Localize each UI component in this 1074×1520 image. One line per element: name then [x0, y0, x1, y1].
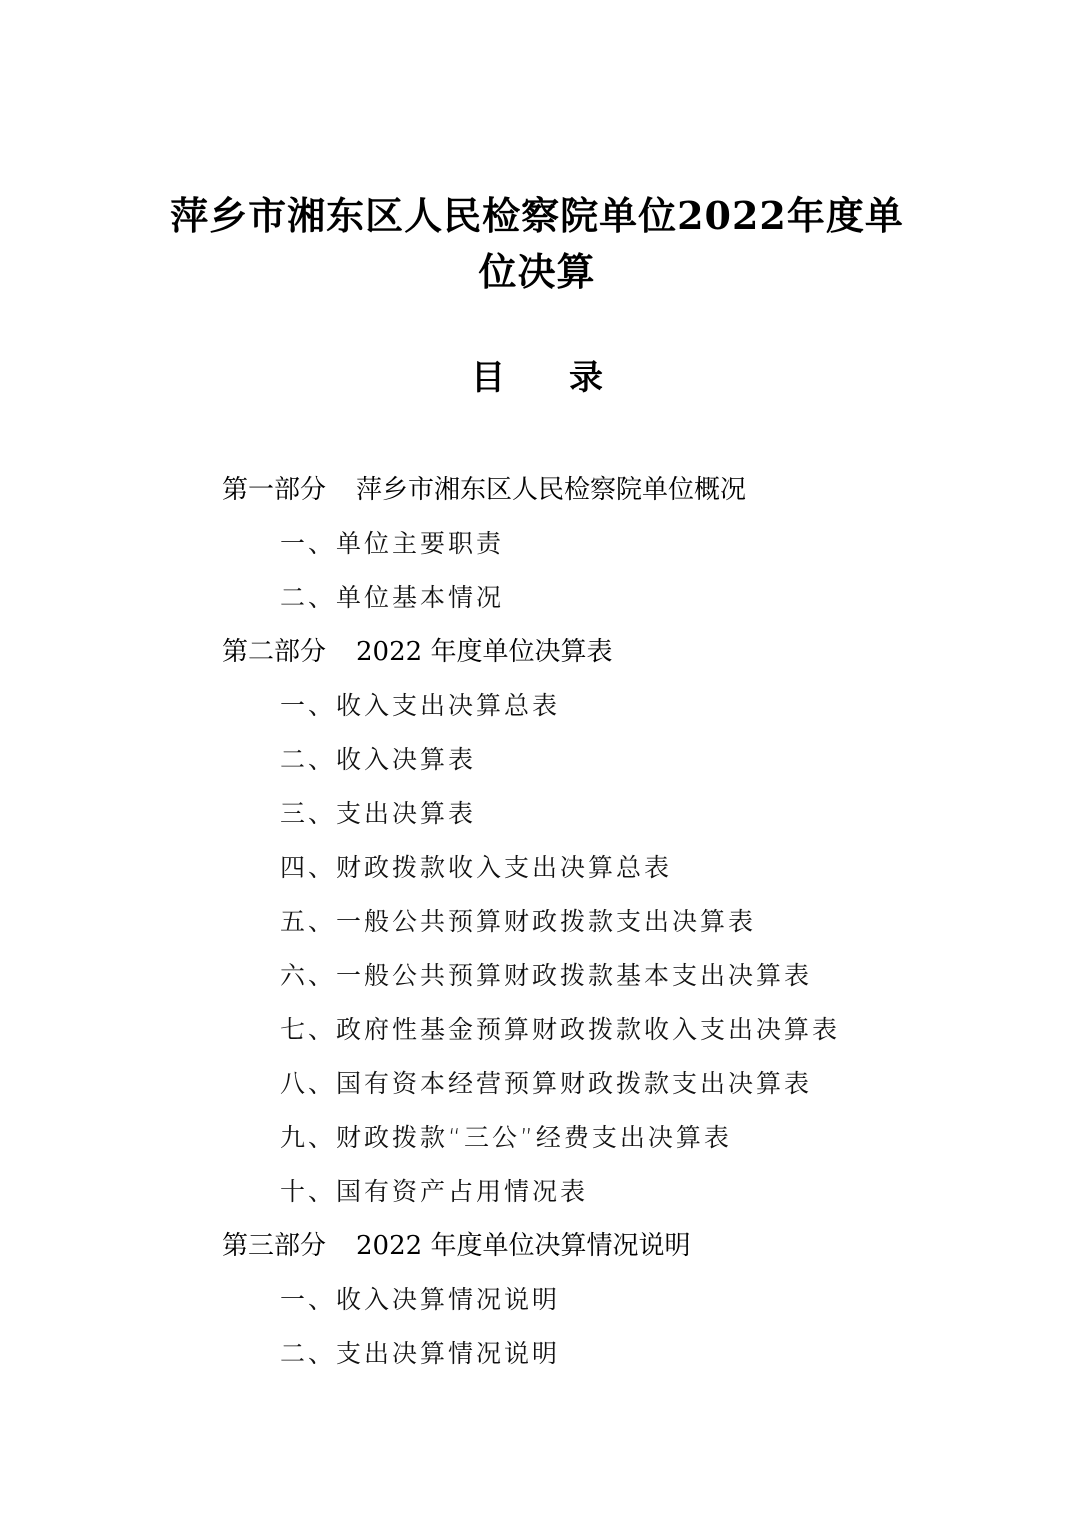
toc-item[interactable]: 二、单位基本情况: [280, 583, 505, 612]
toc-part-1[interactable]: [222, 470, 746, 510]
toc-part-2-title: 2022 年度单位决算表: [356, 637, 613, 667]
toc-item[interactable]: 五、一般公共预算财政拨款支出决算表: [280, 907, 757, 936]
toc-part-1-title: 萍乡市湘东区人民检察院单位概况: [356, 475, 747, 505]
document-title-line-1: 萍乡市湘东区人民检察院单位2022年度单: [170, 193, 904, 238]
toc-item[interactable]: 一、收入支出决算总表: [280, 691, 561, 720]
toc-item[interactable]: 二、支出决算情况说明: [280, 1339, 561, 1368]
document-title: [100, 188, 974, 300]
toc-item[interactable]: 八、国有资本经营预算财政拨款支出决算表: [280, 1069, 813, 1098]
toc-item[interactable]: 七、政府性基金预算财政拨款收入支出决算表: [280, 1015, 841, 1044]
toc-item[interactable]: 十、国有资产占用情况表: [280, 1177, 589, 1206]
toc-item[interactable]: 四、财政拨款收入支出决算总表: [280, 853, 673, 882]
toc-part-3-title: 2022 年度单位决算情况说明: [356, 1231, 691, 1261]
toc-heading-left: 目: [471, 358, 505, 398]
toc-part-3-label: 第三部分: [222, 1231, 327, 1261]
toc-item[interactable]: 一、单位主要职责: [280, 529, 505, 558]
toc-heading: [0, 354, 1074, 402]
toc-part-2-label: 第二部分: [222, 637, 327, 667]
toc-item[interactable]: 九、财政拨款“三公”经费支出决算表: [280, 1123, 732, 1152]
toc-part-2[interactable]: [222, 632, 612, 672]
toc-item[interactable]: 三、支出决算表: [280, 799, 477, 828]
toc-item[interactable]: 一、收入决算情况说明: [280, 1285, 561, 1314]
toc-item[interactable]: 二、收入决算表: [280, 745, 477, 774]
toc-part-3[interactable]: [222, 1226, 690, 1266]
toc-part-1-label: 第一部分: [222, 475, 327, 505]
toc-item[interactable]: 六、一般公共预算财政拨款基本支出决算表: [280, 961, 813, 990]
toc-heading-right: 录: [569, 358, 603, 398]
document-title-line-2: 位决算: [478, 249, 596, 294]
